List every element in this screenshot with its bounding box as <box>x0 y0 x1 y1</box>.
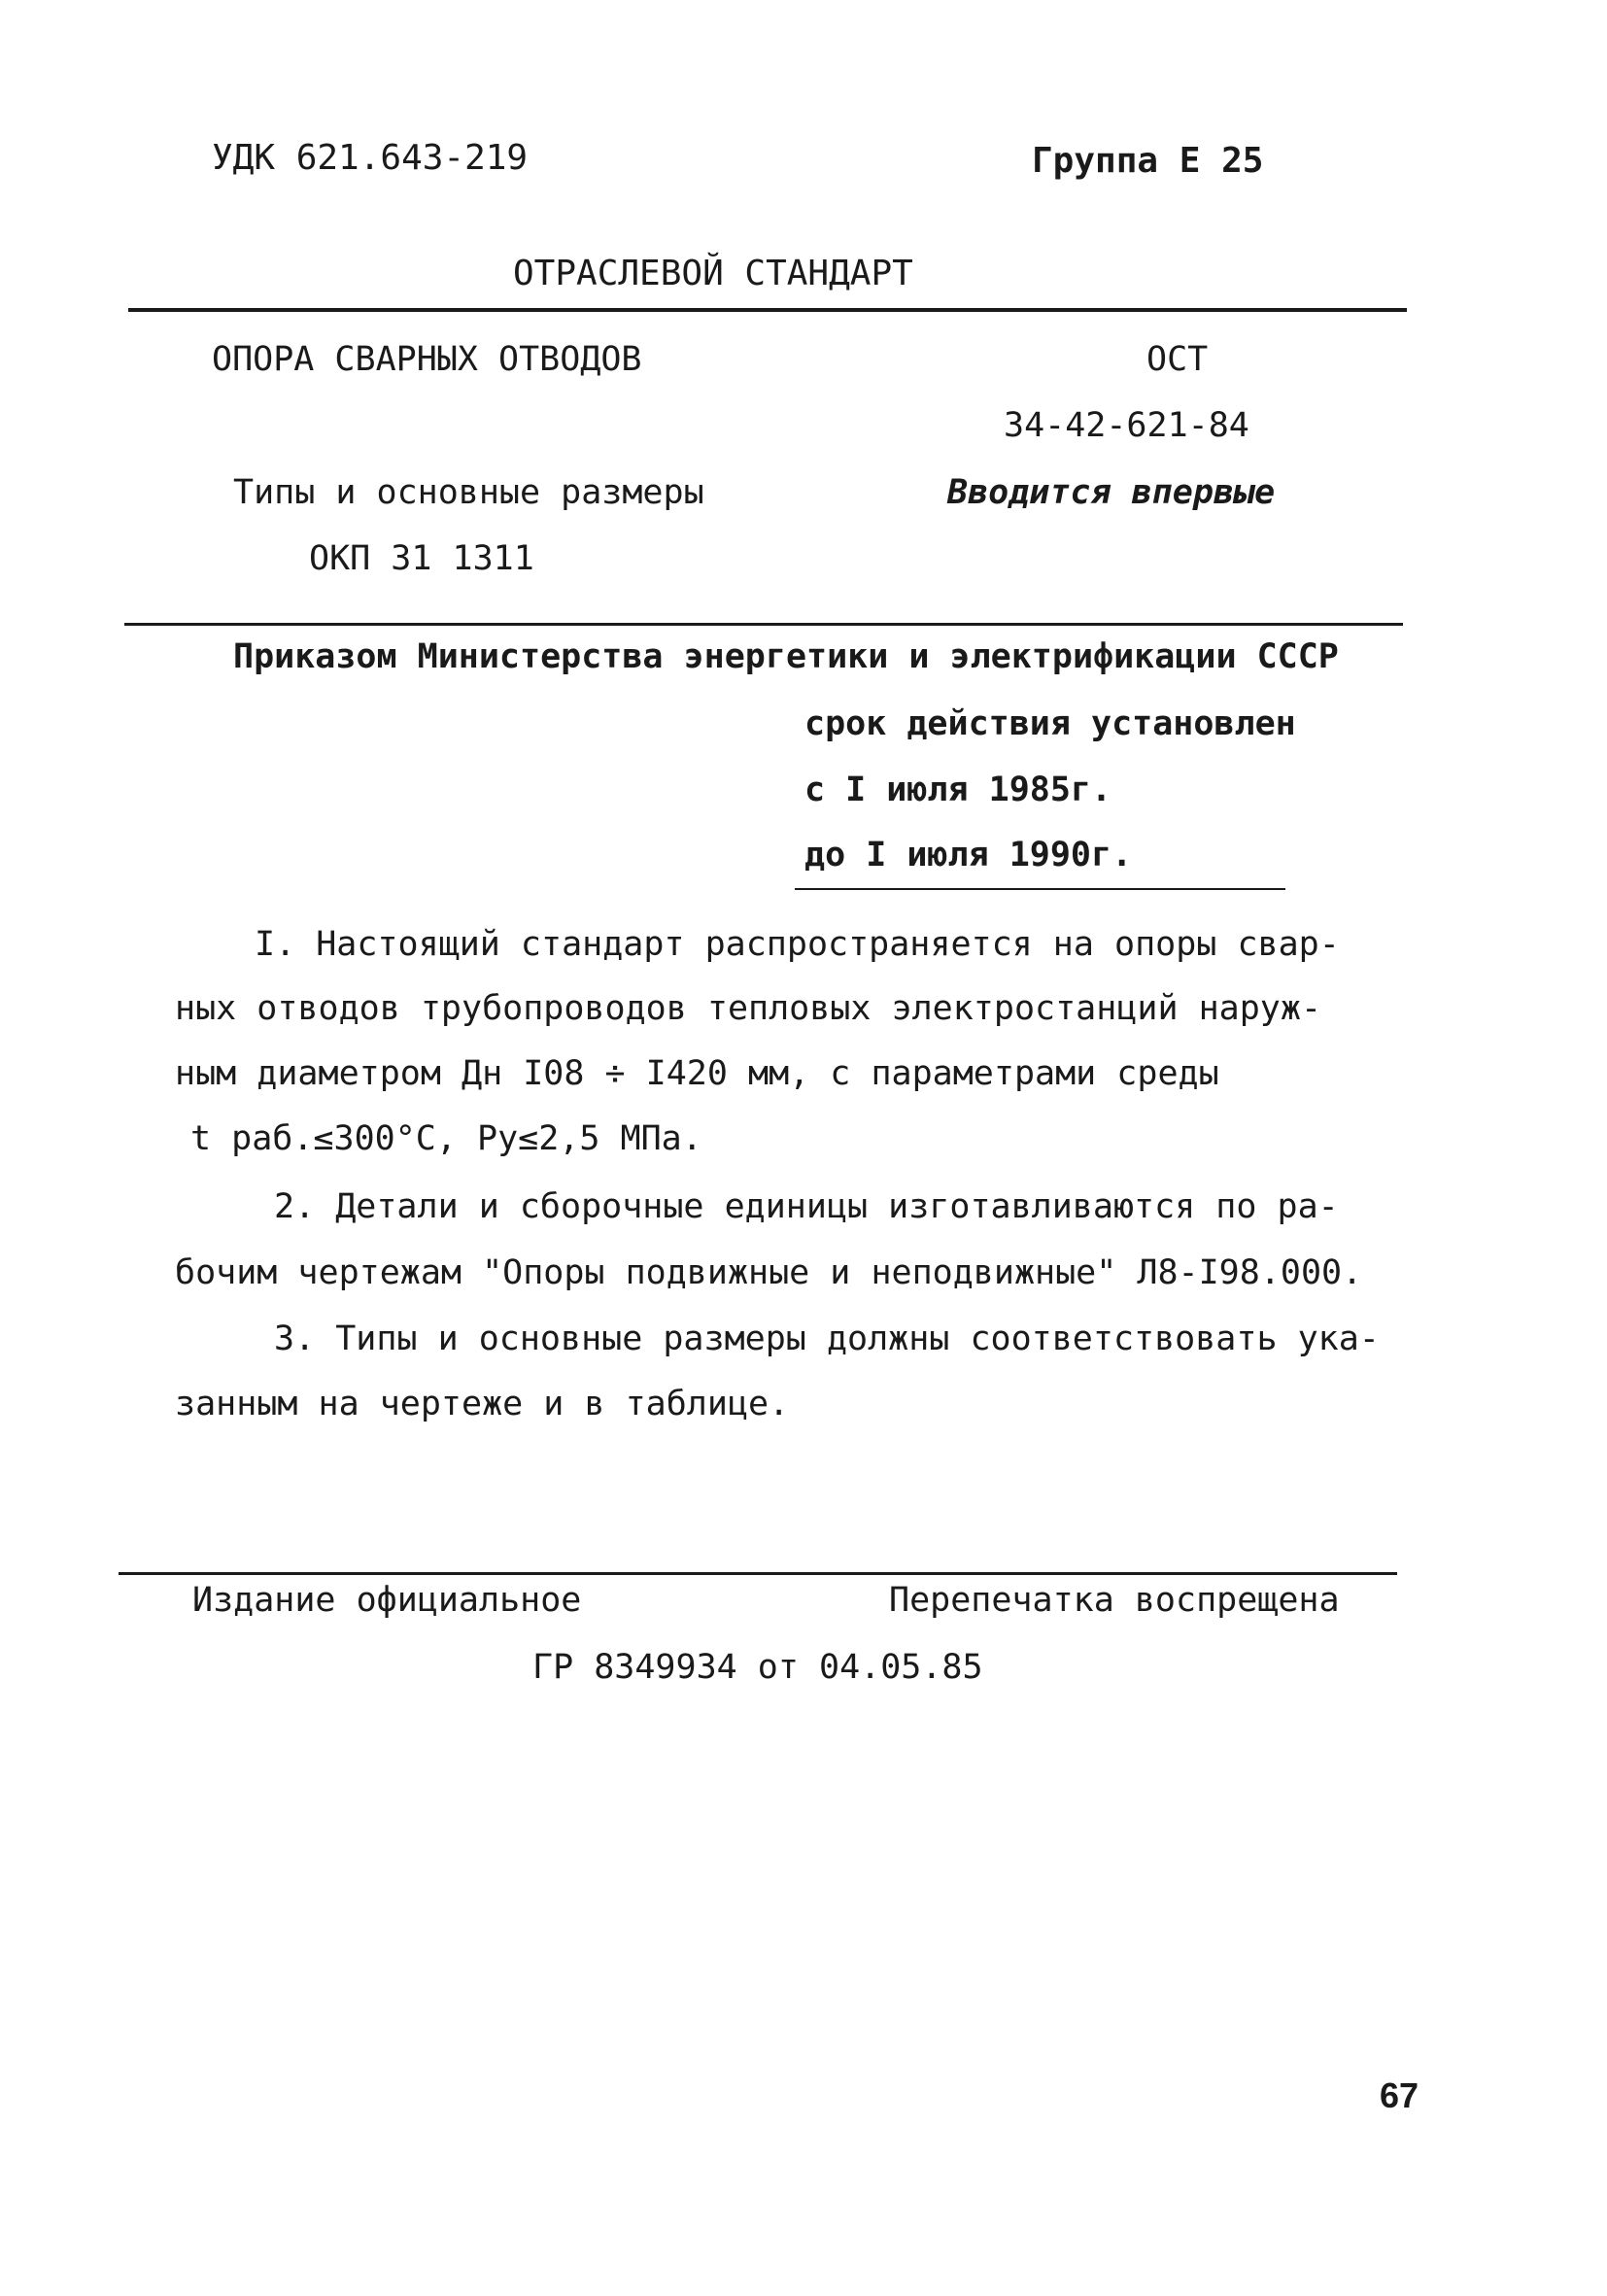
order-line-1: Приказом Министерства энергетики и электрификации СССР <box>233 637 1339 676</box>
order-line-4: до I июля 1990г. <box>804 836 1133 874</box>
standard-type: ОТРАСЛЕВОЙ СТАНДАРТ <box>513 254 913 293</box>
top-rule <box>128 308 1407 312</box>
order-line-2: срок действия установлен <box>804 704 1296 743</box>
paragraph-1-line-3: ным диаметром Дн I08 ÷ I420 мм, с параметрами среды <box>175 1054 1219 1093</box>
okp-code: ОКП 31 1311 <box>309 539 534 578</box>
paragraph-2-line-2: бочим чертежам "Опоры подвижные и неподвижные" Л8-I98.000. <box>175 1253 1363 1292</box>
page-number: 67 <box>1380 2075 1419 2115</box>
standard-title: ОПОРА СВАРНЫХ ОТВОДОВ <box>212 340 642 379</box>
standard-subtitle: Типы и основные размеры <box>233 473 704 512</box>
paragraph-1-line-4: t раб.≤300°С, Ру≤2,5 МПа. <box>190 1119 702 1158</box>
edition-note: Издание официальное <box>192 1581 582 1620</box>
paragraph-3-line-1: 3. Типы и основные размеры должны соответствовать ука- <box>274 1319 1380 1358</box>
group-code: Группа Е 25 <box>1032 141 1264 181</box>
bottom-rule <box>119 1572 1397 1575</box>
udk-code: УДК 621.643-219 <box>212 138 529 178</box>
paragraph-2-line-1: 2. Детали и сборочные единицы изготавливаются по ра- <box>274 1187 1339 1226</box>
paragraph-3-line-2: занным на чертеже и в таблице. <box>175 1385 790 1423</box>
order-line-3: с I июля 1985г. <box>804 771 1112 809</box>
registration-number: ГР 8349934 от 04.05.85 <box>532 1648 983 1687</box>
ost-label: ОСТ <box>1146 340 1209 379</box>
reprint-note: Перепечатка воспрещена <box>889 1581 1340 1620</box>
date-underline <box>795 888 1285 890</box>
paragraph-1-line-2: ных отводов трубопроводов тепловых электростанций наруж- <box>175 989 1322 1028</box>
paragraph-1-line-1: I. Настоящий стандарт распространяется на опоры свар- <box>255 925 1340 964</box>
middle-rule <box>124 623 1403 626</box>
introduced-note: Вводится впервые <box>947 473 1276 512</box>
ost-number: 34-42-621-84 <box>1004 406 1249 445</box>
